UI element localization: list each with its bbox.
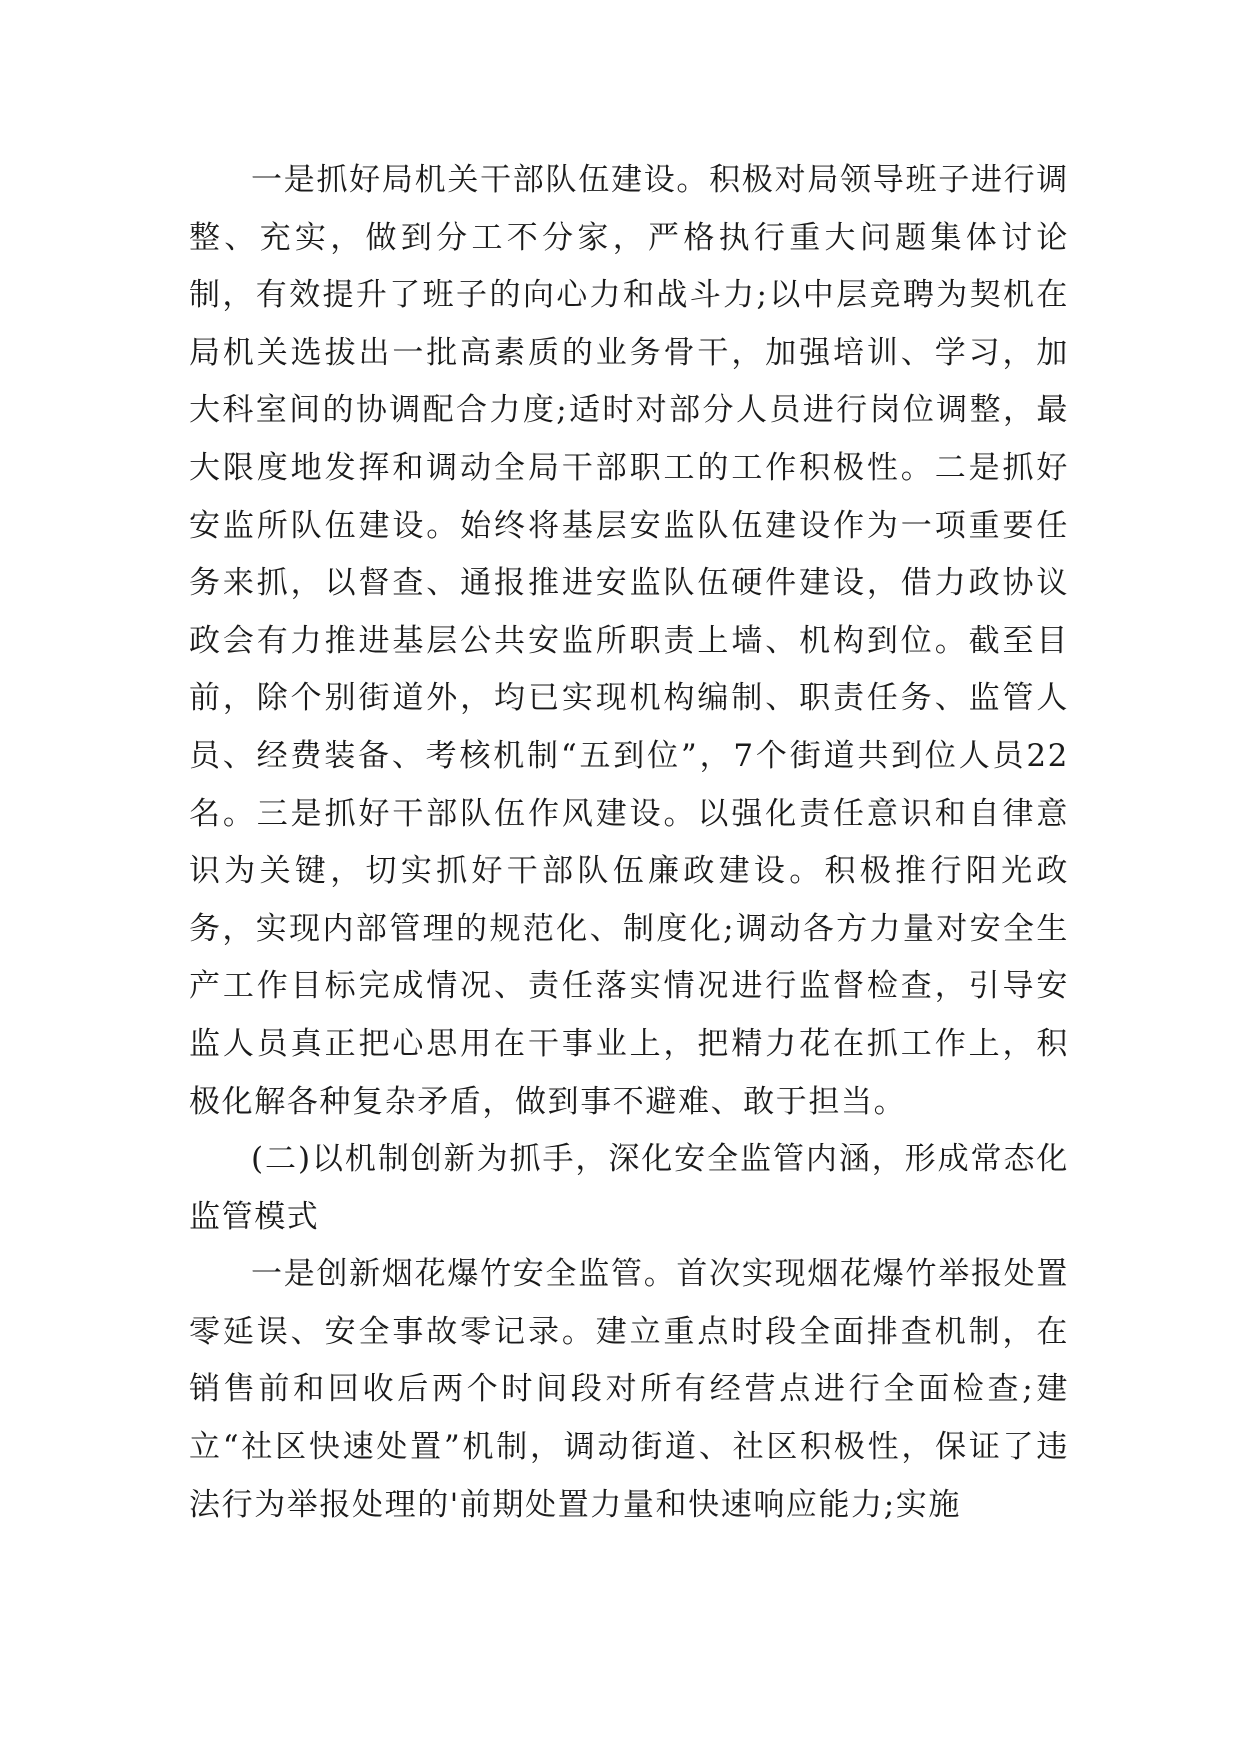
- paragraph-fireworks-supervision: 一是创新烟花爆竹安全监管。首次实现烟花爆竹举报处置零延误、安全事故零记录。建立重点时段全面排查机制，在销售前和回收后两个时间段对所有经营点进行全面检查;建立“社区快速处置”机制，调动街道、社区积极性，保证了违法行为举报处理的'前期处置力量和快速响应能力;实施: [189, 1256, 1069, 1523]
- document-body: [189, 152, 1069, 1534]
- section-heading-mechanism-innovation: (二)以机制创新为抓手，深化安全监管内涵，形成常态化监管模式: [189, 1141, 1069, 1235]
- paragraph-team-building: 一是抓好局机关干部队伍建设。积极对局领导班子进行调整、充实，做到分工不分家，严格执行重大问题集体讨论制，有效提升了班子的向心力和战斗力;以中层竞聘为契机在局机关选拔出一批高素质的业务骨干，加强培训、学习，加大科室间的协调配合力度;适时对部分人员进行岗位调整，最大限度地发挥和调动全局干部职工的工作积极性。二是抓好安监所队伍建设。始终将基层安监队伍建设作为一项重要任务来抓，以督查、通报推进安监队伍硬件建设，借力政协议政会有力推进基层公共安监所职责上墙、机构到位。截至目前，除个别街道外，均已实现机构编制、职责任务、监管人员、经费装备、考核机制“五到位”，7个街道共到位人员22名。三是抓好干部队伍作风建设。以强化责任意识和自律意识为关键，切实抓好干部队伍廉政建设。积极推行阳光政务，实现内部管理的规范化、制度化;调动各方力量对安全生产工作目标完成情况、责任落实情况进行监督检查，引导安监人员真正把心思用在干事业上，把精力花在抓工作上，积极化解各种复杂矛盾，做到事不避难、敢于担当。: [189, 162, 1069, 1120]
